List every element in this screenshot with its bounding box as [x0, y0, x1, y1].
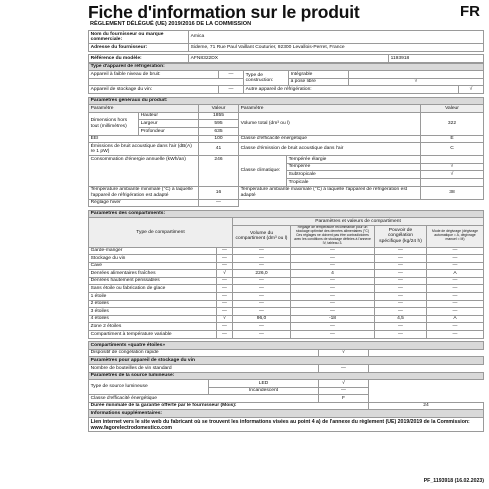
value-col-header: Valeur — [199, 105, 239, 113]
defrost-col-header: Mode de dégivrage (dégivrage automatique = A, dégivrage manuel = M) — [427, 225, 484, 247]
min-temp-value: 16 — [199, 186, 239, 199]
light-incandescent-value: — — [319, 387, 369, 395]
page-title: Fiche d'information sur le produit — [88, 2, 360, 22]
empty-cell — [89, 78, 244, 86]
climate-class-label: Classe climatique: — [239, 156, 287, 186]
compartment-name: 1 étoile — [89, 293, 217, 301]
compartment-freezing-capacity: — — [375, 331, 427, 339]
dimensions-label: Dimensions hors tout (millimètres) — [89, 112, 139, 135]
compartments-section: Paramètres des compartiments: — [89, 210, 484, 218]
compartment-temperature: — — [291, 323, 375, 331]
wine-section: Paramètres pour appareil de stockage du vin — [89, 357, 484, 365]
wine-bottles-label: Nombre de bouteilles de vin standard — [89, 364, 319, 372]
manufacturer-link[interactable]: Lien internet vers le site web du fabricant où se trouvent les informations visées au point 4 a) de l'annexe du règlement (UE) 2019/2019 de la Commission: www.fagorelectrodomestico.com — [89, 418, 484, 432]
compartment-freezing-capacity: — — [375, 293, 427, 301]
depth-value: 635 — [199, 127, 239, 135]
compartment-rows — [89, 247, 484, 338]
noise-class-value: C — [421, 143, 484, 156]
compartment-present: — — [217, 308, 233, 316]
width-label: Largeur — [139, 120, 199, 128]
compartment-name: Cave — [89, 262, 217, 270]
empty-cell — [369, 349, 484, 357]
compartment-present: — — [217, 262, 233, 270]
climate-tropical-label: Tropicale — [287, 178, 421, 186]
compartment-row — [89, 308, 484, 316]
compartment-defrost: A — [427, 315, 484, 323]
compartment-row — [89, 331, 484, 339]
supplier-table — [88, 30, 484, 54]
compartment-volume: — — [233, 277, 291, 285]
compartment-defrost: A — [427, 270, 484, 278]
compartment-present: — — [217, 277, 233, 285]
climate-temperate-mark: √ — [421, 163, 484, 171]
compartment-temperature: — — [291, 293, 375, 301]
general-parameters-table — [88, 97, 484, 210]
compartment-row — [89, 277, 484, 285]
light-led-label: LED — [209, 380, 319, 388]
compartment-row — [89, 293, 484, 301]
compartment-defrost: — — [427, 285, 484, 293]
product-information-sheet — [86, 0, 486, 489]
empty-cell — [239, 199, 484, 207]
compartment-name: Sans étoile ou fabrication de glace — [89, 285, 217, 293]
compartment-row — [89, 300, 484, 308]
compartment-volume: — — [233, 323, 291, 331]
width-value: 595 — [199, 120, 239, 128]
freestanding-label: à pose libre — [289, 78, 349, 86]
quick-freeze-label: Dispositif de congélation rapide — [89, 349, 319, 357]
compartment-volume: — — [233, 293, 291, 301]
compartment-present: — — [217, 255, 233, 263]
climate-temperate-label: Tempérée — [287, 163, 421, 171]
empty-cell — [369, 380, 484, 388]
compartment-freezing-capacity: — — [375, 323, 427, 331]
supplier-name-value: Amica — [189, 31, 484, 44]
compartment-temperature: — — [291, 285, 375, 293]
appliance-type-section: Type d'appareil de réfrigération: — [89, 63, 484, 71]
climate-subtropical-label: Subtropicale — [287, 171, 421, 179]
climate-tropical-value — [421, 178, 484, 186]
compartment-row — [89, 315, 484, 323]
compartment-name: 4 étoiles — [89, 315, 217, 323]
climate-extended-label: Tempérée élargie — [287, 156, 421, 164]
compartment-name: 3 étoiles — [89, 308, 217, 316]
language-code: FR — [460, 3, 480, 20]
compartment-name: Compartiment à température variable — [89, 331, 217, 339]
four-star-section: Compartiments «quatre étoiles» — [89, 342, 484, 350]
low-noise-label: Appareil à faible niveau de bruit: — [89, 71, 219, 79]
compartment-volume: — — [233, 255, 291, 263]
supplier-address-value: Sideme, 71 Rue Paul Vaillant Couturier, 92300 Levallois-Perret, France — [189, 44, 484, 52]
value-col-header-2: Valeur — [421, 105, 484, 113]
other-appliance-label: Autre appareil de réfrigération: — [244, 86, 459, 94]
compartment-temperature: — — [291, 277, 375, 285]
compartment-freezing-capacity: — — [375, 247, 427, 255]
compartment-volume: — — [233, 300, 291, 308]
supplier-address-label: Adresse du fournisseur: — [89, 44, 189, 52]
compartment-row — [89, 247, 484, 255]
height-value: 1855 — [199, 112, 239, 120]
eei-value: 100 — [199, 135, 239, 143]
energy-class-label: Classe d'efficacité énergétique — [239, 135, 421, 143]
compartment-temperature: -18 — [291, 315, 375, 323]
volume-value: 322 — [421, 112, 484, 135]
compartment-present: — — [217, 285, 233, 293]
compartment-present: √ — [217, 270, 233, 278]
empty-cell — [369, 395, 484, 403]
compartment-volume: — — [233, 247, 291, 255]
compartment-temperature: — — [291, 331, 375, 339]
energy-class-value: E — [421, 135, 484, 143]
climate-subtropical-mark: √ — [421, 171, 484, 179]
empty-cell — [369, 387, 484, 395]
compartment-row — [89, 323, 484, 331]
compartment-defrost: — — [427, 308, 484, 316]
warranty-label: Durée minimale de la garantie offerte par le fournisseur (Mois): — [89, 402, 369, 410]
compartment-defrost: — — [427, 300, 484, 308]
volume-col-header: Volume du compartiment (dm³ ou l) — [233, 225, 291, 247]
compartment-present: — — [217, 323, 233, 331]
light-incandescent-label: Incandescent — [209, 387, 319, 395]
compartment-volume: 226,0 — [233, 270, 291, 278]
noise-value: 41 — [199, 143, 239, 156]
compartment-volume: — — [233, 308, 291, 316]
supplier-name-label: Nom du fournisseur ou marque commerciale: — [89, 31, 189, 44]
compartment-temperature: — — [291, 262, 375, 270]
compartment-temperature: — — [291, 247, 375, 255]
compartment-defrost: — — [427, 255, 484, 263]
compartment-name: Garde-manger — [89, 247, 217, 255]
noise-class-label: Classe d'émission de bruit acoustique dans l'air — [239, 143, 421, 156]
compartment-defrost: — — [427, 331, 484, 339]
noise-label: Émissions de bruit acoustique dans l'air (dB(A) re 1 pW) — [89, 143, 199, 156]
document-reference: PF_1193918 (16.02.2023) — [423, 478, 484, 484]
compartment-defrost: — — [427, 293, 484, 301]
compartment-row — [89, 255, 484, 263]
compartment-present: √ — [217, 315, 233, 323]
climate-extended-value — [421, 156, 484, 164]
compartment-freezing-capacity: — — [375, 308, 427, 316]
compartment-freezing-capacity: — — [375, 270, 427, 278]
compartment-freezing-capacity: — — [375, 300, 427, 308]
compartment-row — [89, 270, 484, 278]
max-temp-label: Température ambiante maximale (°C) à laquelle l'appareil de réfrigération est adapté — [239, 186, 421, 199]
model-value: AFN8322DX — [189, 55, 389, 63]
wine-appliance-value: — — [219, 86, 244, 94]
compartments-table — [88, 210, 484, 342]
eei-label: EEI — [89, 135, 199, 143]
light-type-label: Type de source lumineuse — [89, 380, 209, 395]
compartment-defrost: — — [427, 247, 484, 255]
compartment-name: 2 étoiles — [89, 300, 217, 308]
compartment-temperature: 4 — [291, 270, 375, 278]
compartment-temperature: — — [291, 300, 375, 308]
winter-setting-value: — — [199, 199, 239, 207]
compartment-temperature: — — [291, 308, 375, 316]
compartment-freezing-capacity: 4,5 — [375, 315, 427, 323]
compartment-temperature: — — [291, 255, 375, 263]
compartment-defrost: — — [427, 277, 484, 285]
built-in-value — [349, 71, 484, 79]
temp-col-header: Réglage de température recommandé pour un stockage optimisé des denrées alimentaires (°C) Ces réglages ne doivent pas être contradictoires avec les conditions de stockage définies à l'annexe IV, tableau 3. — [291, 225, 375, 247]
height-label: Hauteur — [139, 112, 199, 120]
compartment-freezing-capacity: — — [375, 255, 427, 263]
model-table — [88, 54, 484, 63]
quick-freeze-value: √ — [319, 349, 369, 357]
general-parameters-section: Paramètres généraux du produit: — [89, 97, 484, 105]
compartment-present: — — [217, 331, 233, 339]
wine-bottles-value: — — [319, 364, 369, 372]
compartment-volume: — — [233, 285, 291, 293]
regulation-subtitle: RÈGLEMENT DÉLÉGUÉ (UE) 2019/2016 DE LA COMMISSION — [90, 21, 252, 27]
max-temp-value: 38 — [421, 186, 484, 199]
freestanding-mark: √ — [349, 78, 484, 86]
compartment-present: — — [217, 293, 233, 301]
other-appliance-value: √ — [459, 86, 484, 94]
consumption-value: 246 — [199, 156, 239, 186]
sheet-body — [88, 30, 484, 432]
freeze-col-header: Pouvoir de congélation spécifique (kg/24 h) — [375, 225, 427, 247]
compartment-row — [89, 285, 484, 293]
light-section: Paramètres de la source lumineuse: — [89, 372, 484, 380]
compartment-name: Denrées hautement périssables — [89, 277, 217, 285]
low-noise-value: — — [219, 71, 244, 79]
built-in-label: Intégrable — [289, 71, 349, 79]
compartment-freezing-capacity: — — [375, 277, 427, 285]
extra-parameters-table — [88, 341, 484, 432]
compartment-params-header: Paramètres et valeurs de compartiment — [233, 218, 484, 226]
compartment-volume: 96,0 — [233, 315, 291, 323]
compartment-name: Denrées alimentaires fraîches — [89, 270, 217, 278]
compartment-type-header: Type de compartiment — [89, 218, 233, 247]
compartment-present: — — [217, 300, 233, 308]
model-code: 1193918 — [389, 55, 484, 63]
compartment-volume: — — [233, 331, 291, 339]
min-temp-label: Température ambiante minimale (°C) à laquelle l'appareil de réfrigération est adapté — [89, 186, 199, 199]
compartment-name: Zone 2 étoiles — [89, 323, 217, 331]
appliance-type-table — [88, 63, 484, 97]
empty-cell — [369, 364, 484, 372]
compartment-defrost: — — [427, 323, 484, 331]
compartment-volume: — — [233, 262, 291, 270]
construction-label: Type de construction: — [244, 71, 289, 86]
param-col-header-2: Paramètre — [239, 105, 421, 113]
compartment-freezing-capacity: — — [375, 262, 427, 270]
compartment-name: Stockage du vin — [89, 255, 217, 263]
compartment-defrost: — — [427, 262, 484, 270]
model-label: Référence du modèle: — [89, 55, 189, 63]
light-class-label: Classe d'efficacité énergétique — [89, 395, 319, 403]
compartment-freezing-capacity: — — [375, 285, 427, 293]
warranty-value: 24 — [369, 402, 484, 410]
volume-label: Volume total (dm³ ou l) — [239, 112, 421, 135]
light-class-value: F — [319, 395, 369, 403]
extra-info-section: Informations supplémentaires: — [89, 410, 484, 418]
winter-setting-label: Réglage hiver — [89, 199, 199, 207]
param-col-header: Paramètre — [89, 105, 199, 113]
compartment-row — [89, 262, 484, 270]
depth-label: Profondeur — [139, 127, 199, 135]
wine-appliance-label: Appareil de stockage du vin: — [89, 86, 219, 94]
light-led-mark: √ — [319, 380, 369, 388]
consumption-label: Consommation d'énergie annuelle (kWh/an) — [89, 156, 199, 186]
compartment-present: — — [217, 247, 233, 255]
